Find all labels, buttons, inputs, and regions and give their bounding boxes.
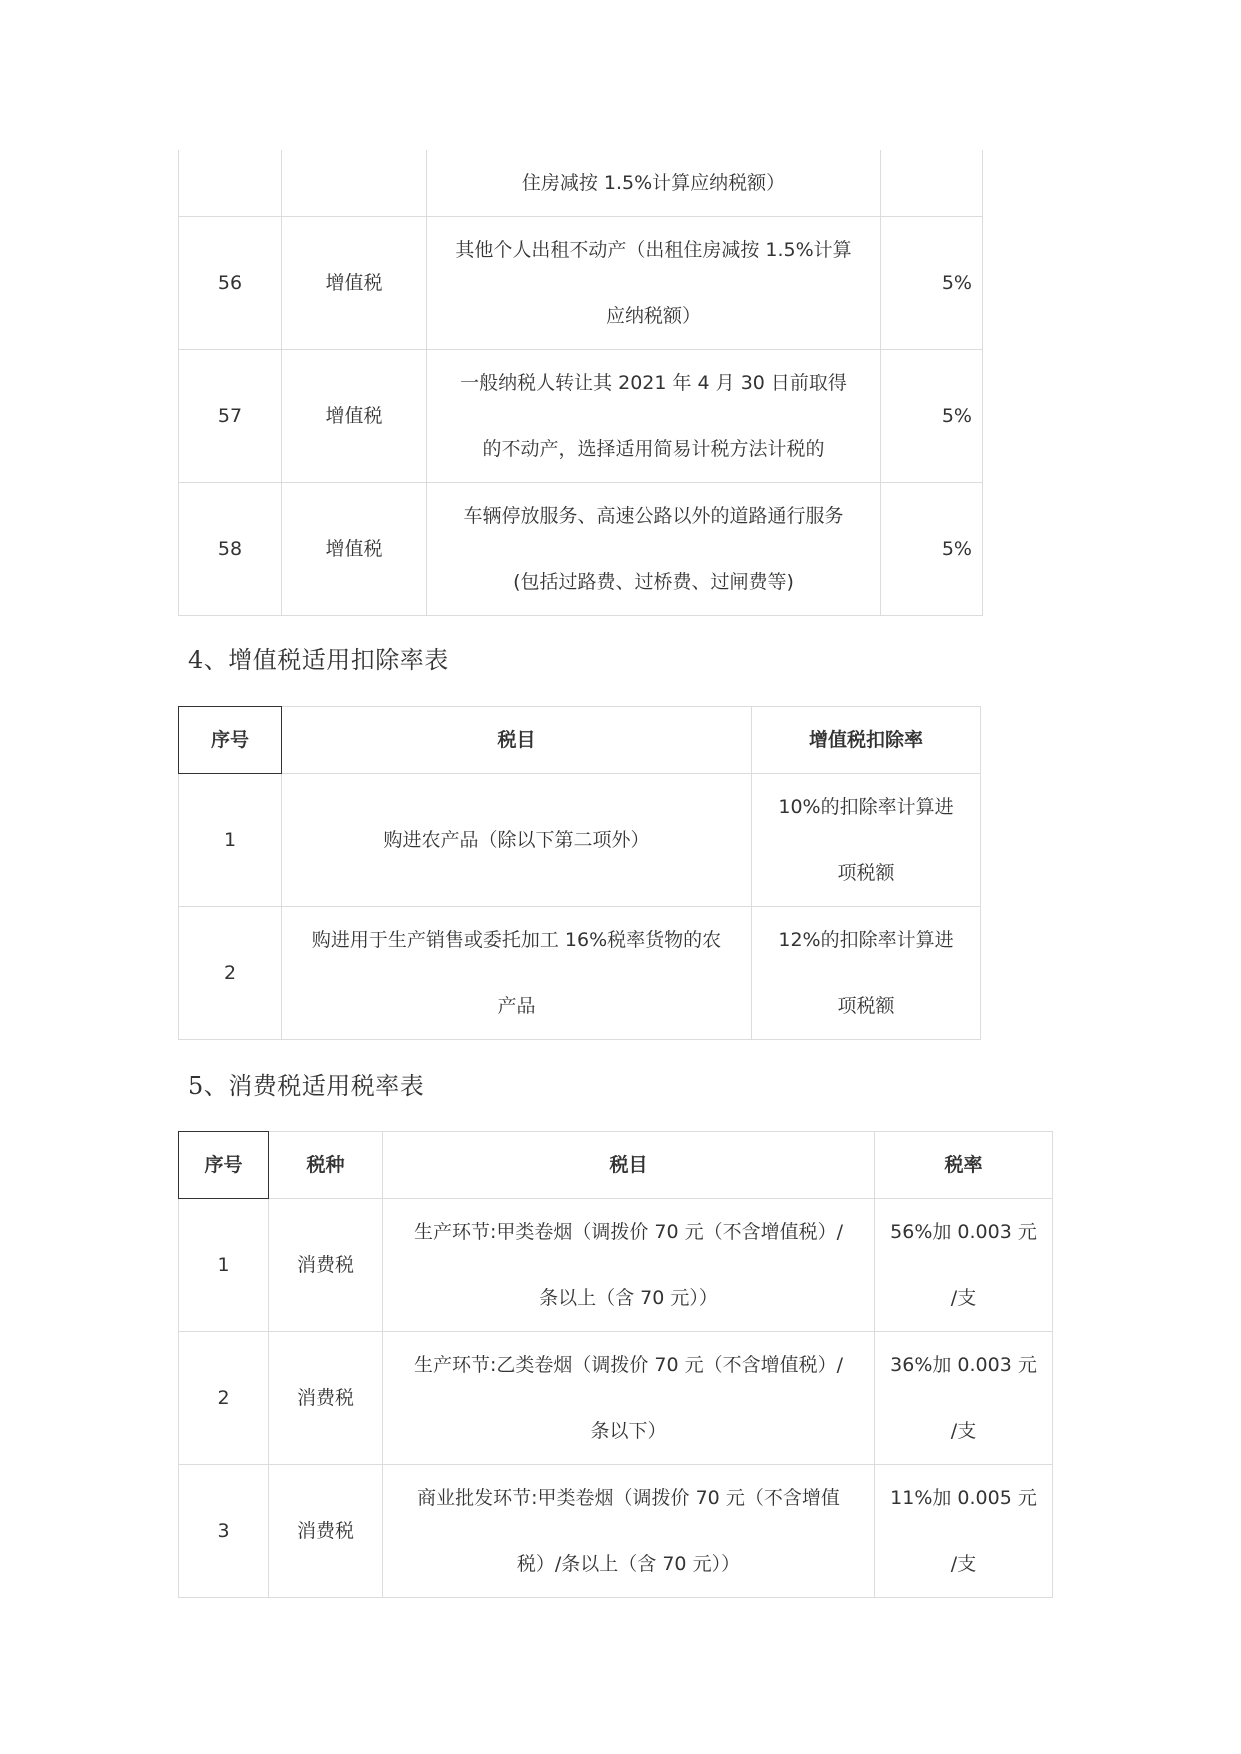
tax-rate <box>875 1332 1053 1465</box>
table-row <box>179 907 981 1040</box>
line: 购进用于生产销售或委托加工 16%税率货物的农 <box>311 929 722 951</box>
tax-item <box>383 1332 875 1465</box>
table-cell: 住房减按 1.5%计算应纳税额） <box>427 150 881 217</box>
tax-rate <box>875 1199 1053 1332</box>
table-cell <box>282 150 427 217</box>
column-header-item: 税目 <box>383 1132 875 1199</box>
table-row <box>179 483 983 616</box>
tax-rate: 5% <box>881 217 983 350</box>
line: 12%的扣除率计算进 <box>778 929 954 951</box>
table-cell <box>179 150 282 217</box>
line: (包括过路费、过桥费、过闸费等) <box>513 571 794 593</box>
column-header-no: 序号 <box>179 1132 269 1199</box>
section-title: 5、消费税适用税率表 <box>188 1072 425 1100</box>
row-number: 2 <box>179 907 282 1040</box>
line: 商业批发环节:甲类卷烟（调拨价 70 元（不含增值 <box>417 1487 840 1509</box>
line: 10%的扣除率计算进 <box>778 796 954 818</box>
deduction-rate <box>752 774 981 907</box>
tax-type: 增值税 <box>282 350 427 483</box>
line: 条以上（含 70 元）） <box>539 1287 718 1309</box>
column-header-rate: 增值税扣除率 <box>752 707 981 774</box>
tax-item: 购进农产品（除以下第二项外） <box>282 774 752 907</box>
line: 税）/条以上（含 70 元）） <box>516 1553 741 1575</box>
tax-item <box>427 483 881 616</box>
line: 车辆停放服务、高速公路以外的道路通行服务 <box>463 505 844 527</box>
line: 36%加 0.003 元 <box>890 1354 1037 1376</box>
tax-type: 增值税 <box>282 483 427 616</box>
row-number: 58 <box>179 483 282 616</box>
column-header-item: 税目 <box>282 707 752 774</box>
tax-item <box>383 1465 875 1598</box>
line: /支 <box>950 1287 977 1309</box>
table-header-row <box>179 1132 1053 1199</box>
tax-item <box>282 907 752 1040</box>
tax-type: 消费税 <box>269 1332 383 1465</box>
row-number: 3 <box>179 1465 269 1598</box>
table-cell <box>881 150 983 217</box>
vat-simple-rate-table <box>178 150 983 616</box>
table-row <box>179 774 981 907</box>
table-row <box>179 150 983 217</box>
table-row <box>179 1465 1053 1598</box>
row-number: 1 <box>179 1199 269 1332</box>
table-header-row <box>179 707 981 774</box>
line: 项税额 <box>837 862 895 884</box>
column-header-no: 序号 <box>179 707 282 774</box>
table-row <box>179 217 983 350</box>
line: 生产环节:乙类卷烟（调拨价 70 元（不含增值税）/ <box>413 1354 844 1376</box>
tax-item <box>427 217 881 350</box>
row-number: 2 <box>179 1332 269 1465</box>
consumption-tax-rate-table <box>178 1131 1053 1598</box>
line: 其他个人出租不动产（出租住房减按 1.5%计算 <box>455 239 852 261</box>
line: 应纳税额） <box>605 305 701 327</box>
tax-rate: 5% <box>881 350 983 483</box>
line: 的不动产，选择适用简易计税方法计税的 <box>482 438 825 460</box>
tax-rate: 5% <box>881 483 983 616</box>
section-title: 4、增值税适用扣除率表 <box>188 646 449 674</box>
column-header-type: 税种 <box>269 1132 383 1199</box>
line: 条以下） <box>590 1420 667 1442</box>
row-number: 57 <box>179 350 282 483</box>
table-row <box>179 1332 1053 1465</box>
tax-item <box>383 1199 875 1332</box>
line: 56%加 0.003 元 <box>890 1221 1037 1243</box>
tax-type: 消费税 <box>269 1199 383 1332</box>
tax-type: 消费税 <box>269 1465 383 1598</box>
vat-deduction-rate-table <box>178 706 981 1040</box>
table-row <box>179 1199 1053 1332</box>
row-number: 1 <box>179 774 282 907</box>
line: 一般纳税人转让其 2021 年 4 月 30 日前取得 <box>460 372 847 394</box>
deduction-rate <box>752 907 981 1040</box>
table-row <box>179 350 983 483</box>
tax-type: 增值税 <box>282 217 427 350</box>
tax-rate <box>875 1465 1053 1598</box>
row-number: 56 <box>179 217 282 350</box>
column-header-rate: 税率 <box>875 1132 1053 1199</box>
line: 产品 <box>497 995 536 1017</box>
line: /支 <box>950 1420 977 1442</box>
line: 项税额 <box>837 995 895 1017</box>
tax-item <box>427 350 881 483</box>
line: /支 <box>950 1553 977 1575</box>
line: 生产环节:甲类卷烟（调拨价 70 元（不含增值税）/ <box>413 1221 844 1243</box>
line: 11%加 0.005 元 <box>890 1487 1037 1509</box>
